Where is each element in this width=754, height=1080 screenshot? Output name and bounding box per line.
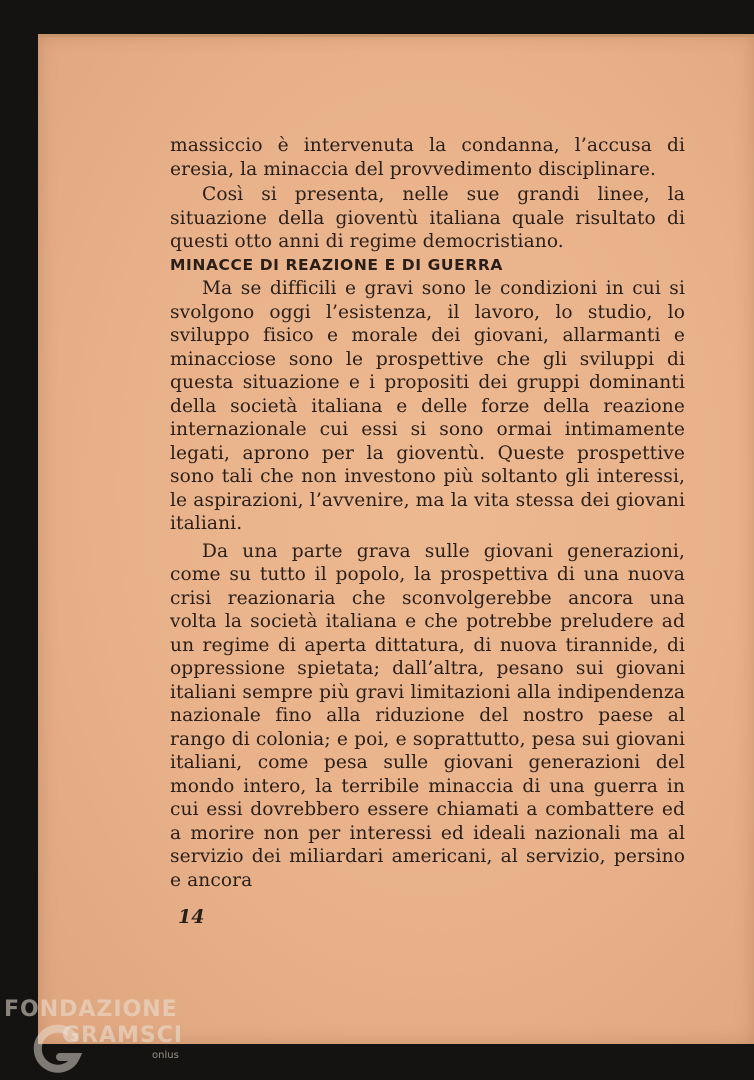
paragraph-continuation: massiccio è intervenuta la condanna, l’accusa di eresia, la minaccia del provvedimento disciplinare.: [170, 135, 685, 180]
watermark-line-1: FONDAZIONE: [4, 997, 178, 1022]
paragraph-threats: Ma se difficili e gravi sono le condizioni in cui si svolgono oggi l’esistenza, il lavoro, lo studio, lo sviluppo fisico e morale dei giovani, allarmanti e minacciose sono le prospettive che gli sviluppi di questa situazione e i propositi dei gruppi dominanti della società italiana e delle forze della reazione internazionale cui essi si sono ormai intimamente legati, aprono per la gioventù. Queste prospettive sono tali che non investono più soltanto gli interessi, le aspirazioni, l’avvenire, ma la vita stessa dei giovani italiani.: [170, 278, 685, 534]
fondazione-gramsci-watermark: [0, 993, 200, 1080]
body-text: [170, 134, 685, 892]
watermark-line-2: GRAMSCI: [62, 1023, 184, 1048]
page-number: 14: [178, 906, 205, 928]
section-heading: MINACCE DI REAZIONE E DI GUERRA: [170, 255, 503, 274]
page-top-edge: [38, 34, 754, 37]
paragraph-reaction-war: Da una parte grava sulle giovani generazioni, come su tutto il popolo, la prospettiva di una nuova crisi reazionaria che sconvolgerebbe ancora una volta la società italiana e che potrebbe preludere ad un regime di aperta dittatura, di nuova tirannide, di oppressione spietata; dall’altra, pesano sui giovani italiani sempre più gravi limitazioni alla indipendenza nazionale fino alla riduzione del nostro paese al rango di colonia; e poi, e soprattutto, pesa sui giovani italiani, come pesa sulle giovani generazioni del mondo intero, la terribile minaccia di una guerra in cui essi dovrebbero essere chiamati a combattere ed a morire non per interessi ed ideali nazionali ma al servizio dei miliardari americani, al servizio, persino e ancora: [170, 540, 685, 891]
paragraph-summary: Così si presenta, nelle sue grandi linee, la situazione della gioventù italiana quale risultato di questi otto anni di regime democristiano.: [170, 184, 685, 252]
watermark-suffix: onlus: [152, 1050, 179, 1061]
